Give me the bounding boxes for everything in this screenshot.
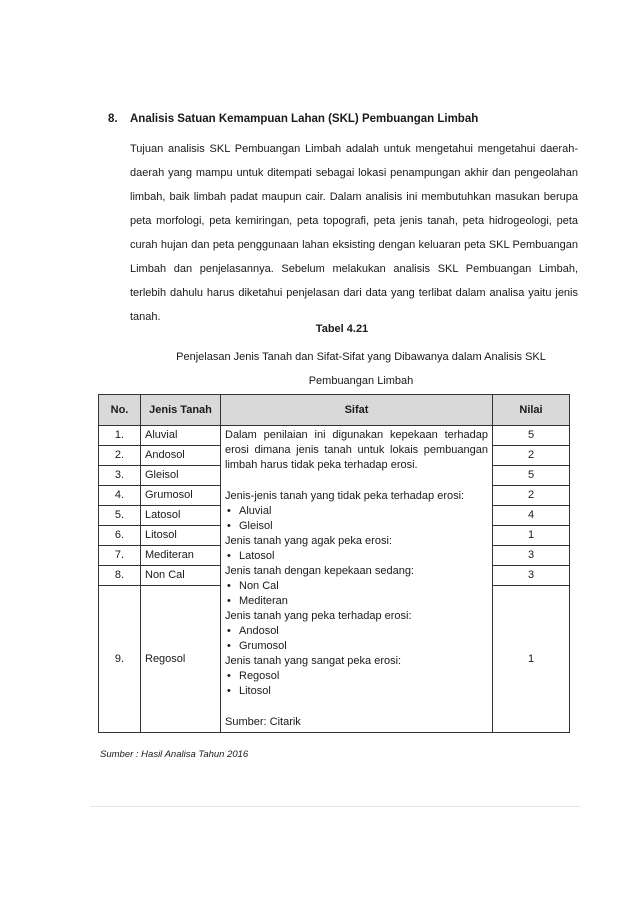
header-no: No. — [99, 395, 141, 426]
section-number: 8. — [108, 113, 118, 125]
cell-no: 1. — [99, 426, 141, 446]
section-heading — [108, 113, 588, 125]
header-jenis-tanah: Jenis Tanah — [141, 395, 221, 426]
table-body — [99, 426, 570, 733]
sifat-group-list — [225, 549, 488, 564]
list-item: • Andosol — [225, 624, 488, 639]
cell-sifat — [221, 426, 493, 733]
cell-no: 2. — [99, 446, 141, 466]
soil-type-table — [98, 394, 570, 733]
cell-nilai: 2 — [493, 486, 570, 506]
cell-no: 6. — [99, 526, 141, 546]
sifat-group-list — [225, 504, 488, 534]
cell-no: 4. — [99, 486, 141, 506]
cell-no: 8. — [99, 566, 141, 586]
cell-nilai: 3 — [493, 566, 570, 586]
table-row — [99, 426, 570, 446]
cell-jenis-tanah: Aluvial — [141, 426, 221, 446]
list-item: • Aluvial — [225, 504, 488, 519]
cell-jenis-tanah: Gleisol — [141, 466, 221, 486]
sifat-source: Sumber: Citarik — [225, 716, 301, 728]
list-item: • Grumosol — [225, 639, 488, 654]
sifat-group-heading: Jenis tanah yang peka terhadap erosi: — [225, 610, 412, 622]
sifat-spacer — [225, 699, 488, 715]
table-caption: Penjelasan Jenis Tanah dan Sifat-Sifat yang Dibawanya dalam Analisis SKL Pembuangan Limbah — [176, 351, 546, 387]
list-item: • Non Cal — [225, 579, 488, 594]
sifat-spacer — [225, 473, 488, 489]
list-item: • Gleisol — [225, 519, 488, 534]
cell-nilai: 4 — [493, 506, 570, 526]
section-title: Analisis Satuan Kemampuan Lahan (SKL) Pembuangan Limbah — [130, 113, 479, 125]
list-item: • Mediteran — [225, 594, 488, 609]
header-nilai: Nilai — [493, 395, 570, 426]
cell-nilai: 5 — [493, 426, 570, 446]
sifat-group-heading: Jenis tanah yang sangat peka erosi: — [225, 655, 402, 667]
section-paragraph: Tujuan analisis SKL Pembuangan Limbah adalah untuk mengetahui mengetahui daerah-daerah yang mampu untuk ditempati sebagai lokasi penampungan akhir dan pengeolahan limbah, baik limbah padat maupun cair. Dalam analisis ini membutuhkan masukan berupa peta morfologi, peta kemiringan, peta topografi, peta jenis tanah, peta hidrogeologi, peta curah hujan dan peta penggunaan lahan eksisting dengan keluaran peta SKL Pembuangan Limbah dan penjelasannya. Sebelum melakukan analisis SKL Pembuangan Limbah, terlebih dahulu harus diketahui penjelasan dari data yang terlibat dalam analisa yaitu jenis tanah. — [130, 143, 578, 323]
sifat-group-heading: Jenis tanah dengan kepekaan sedang: — [225, 565, 414, 577]
cell-jenis-tanah: Grumosol — [141, 486, 221, 506]
cell-no: 5. — [99, 506, 141, 526]
cell-nilai: 1 — [493, 526, 570, 546]
sifat-group-list — [225, 624, 488, 654]
cell-jenis-tanah: Litosol — [141, 526, 221, 546]
cell-nilai: 1 — [493, 586, 570, 733]
list-item: • Regosol — [225, 669, 488, 684]
list-item: • Latosol — [225, 549, 488, 564]
cell-no: 3. — [99, 466, 141, 486]
sifat-group-heading: Jenis-jenis tanah yang tidak peka terhadap erosi: — [225, 490, 465, 502]
list-item: • Litosol — [225, 684, 488, 699]
cell-jenis-tanah: Non Cal — [141, 566, 221, 586]
cell-jenis-tanah: Regosol — [141, 586, 221, 733]
header-sifat: Sifat — [221, 395, 493, 426]
source-note: Sumber : Hasil Analisa Tahun 2016 — [100, 749, 249, 760]
sifat-group-list — [225, 669, 488, 699]
sifat-intro: Dalam penilaian ini digunakan kepekaan terhadap erosi dimana jenis tanah untuk lokais pembuangan limbah harus tidak peka terhadap erosi. — [225, 429, 488, 471]
footer-divider — [90, 806, 580, 807]
cell-no: 7. — [99, 546, 141, 566]
cell-jenis-tanah: Mediteran — [141, 546, 221, 566]
sifat-group-list — [225, 579, 488, 609]
cell-no: 9. — [99, 586, 141, 733]
cell-nilai: 3 — [493, 546, 570, 566]
cell-jenis-tanah: Andosol — [141, 446, 221, 466]
table-label: Tabel 4.21 — [315, 323, 369, 335]
table-header-row — [99, 395, 570, 426]
sifat-group-heading: Jenis tanah yang agak peka erosi: — [225, 535, 392, 547]
cell-nilai: 5 — [493, 466, 570, 486]
cell-jenis-tanah: Latosol — [141, 506, 221, 526]
cell-nilai: 2 — [493, 446, 570, 466]
